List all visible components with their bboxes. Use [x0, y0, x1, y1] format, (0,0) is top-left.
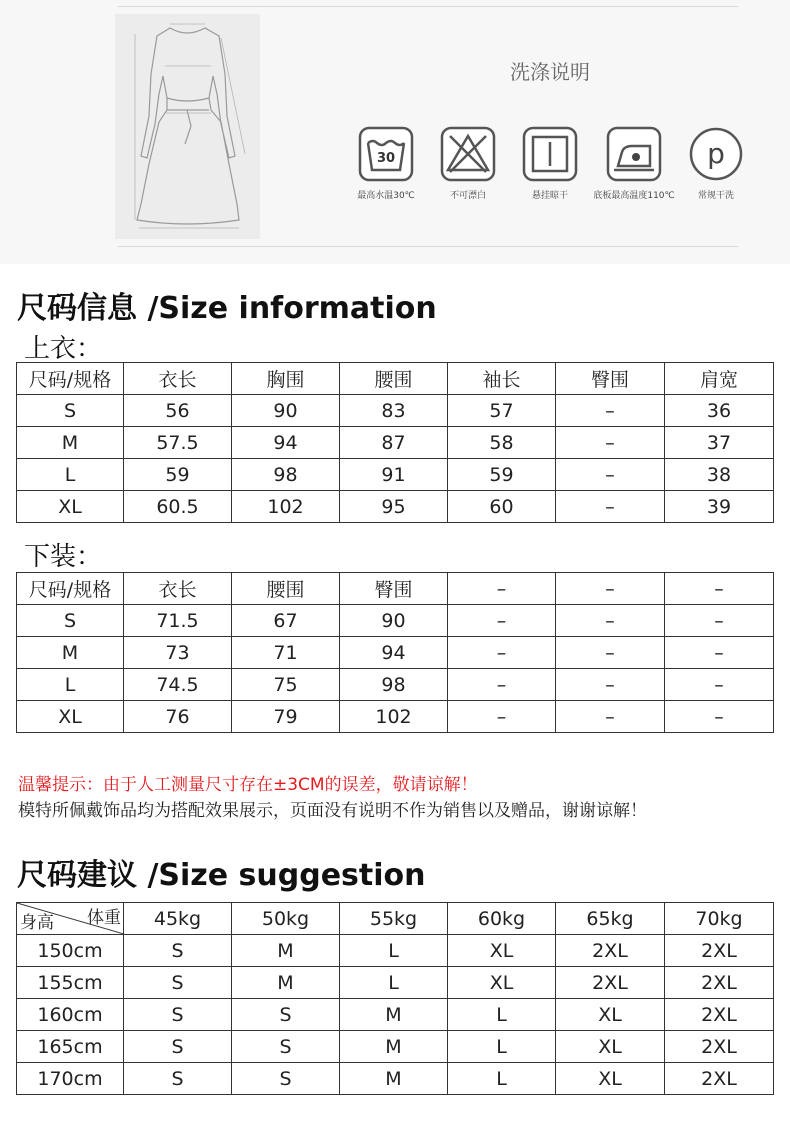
- divider: [118, 246, 738, 247]
- size-suggestion-title: 尺码建议 /Size suggestion: [17, 858, 426, 893]
- table-cell: 165cm: [17, 1031, 124, 1063]
- table-header-row: [17, 573, 774, 605]
- table-cell: M: [232, 935, 340, 967]
- table-cell: XL: [448, 935, 556, 967]
- care-label-no-bleach: 不可漂白: [449, 191, 486, 201]
- table-cell: S: [124, 1031, 232, 1063]
- weight-header-cell: 50kg: [232, 903, 340, 935]
- weight-header-cell: 55kg: [340, 903, 448, 935]
- table-header-cell: –: [665, 573, 774, 605]
- table-cell: –: [448, 605, 556, 637]
- table-cell: 98: [232, 459, 340, 491]
- table-cell: 2XL: [665, 935, 774, 967]
- table-cell: 37: [665, 427, 774, 459]
- table-cell: 39: [665, 491, 774, 523]
- table-row: [17, 669, 774, 701]
- weight-header-cell: 70kg: [665, 903, 774, 935]
- table-row: [17, 491, 774, 523]
- table-cell: 74.5: [124, 669, 232, 701]
- size-suggestion-table: [16, 902, 774, 1095]
- size-info-title: 尺码信息 /Size information: [17, 291, 437, 326]
- weight-header-cell: 60kg: [448, 903, 556, 935]
- care-label-iron: 底板最高温度110℃: [593, 191, 675, 201]
- table-cell: –: [665, 701, 774, 733]
- table-row: [17, 459, 774, 491]
- table-cell: 2XL: [665, 1063, 774, 1095]
- table-cell: M: [17, 637, 124, 669]
- iron-icon: [606, 126, 662, 182]
- care-label-dry-clean: 常规干洗: [697, 191, 734, 201]
- table-cell: 60: [448, 491, 556, 523]
- table-cell: L: [340, 967, 448, 999]
- height-label: 身高: [20, 913, 54, 933]
- table-header-row: [17, 903, 774, 935]
- table-cell: 60.5: [124, 491, 232, 523]
- table-cell: S: [17, 605, 124, 637]
- accessories-note: 模特所佩戴饰品均为搭配效果展示，页面没有说明不作为销售以及赠品，谢谢谅解！: [18, 801, 647, 821]
- table-cell: S: [232, 999, 340, 1031]
- table-header-cell: 胸围: [232, 363, 340, 395]
- table-cell: 2XL: [665, 999, 774, 1031]
- table-cell: 170cm: [17, 1063, 124, 1095]
- table-cell: 2XL: [665, 967, 774, 999]
- table-cell: –: [448, 701, 556, 733]
- table-header-cell: 肩宽: [665, 363, 774, 395]
- table-cell: 67: [232, 605, 340, 637]
- table-cell: L: [340, 935, 448, 967]
- table-header-cell: 尺码/规格: [17, 363, 124, 395]
- table-row: [17, 1031, 774, 1063]
- table-header-cell: 袖长: [448, 363, 556, 395]
- care-label-hang-dry: 悬挂晾干: [531, 191, 568, 201]
- table-cell: 98: [340, 669, 448, 701]
- table-cell: –: [556, 637, 665, 669]
- table-cell: 58: [448, 427, 556, 459]
- table-cell: 90: [232, 395, 340, 427]
- table-cell: 73: [124, 637, 232, 669]
- care-label-wash: 最高水温30℃: [357, 191, 415, 201]
- table-cell: 155cm: [17, 967, 124, 999]
- bottom-garment-title: 下装：: [24, 542, 103, 572]
- table-cell: –: [448, 637, 556, 669]
- table-cell: 59: [448, 459, 556, 491]
- table-cell: S: [17, 395, 124, 427]
- table-cell: –: [556, 701, 665, 733]
- dry-clean-p-icon: [688, 126, 744, 182]
- table-cell: 71: [232, 637, 340, 669]
- table-cell: 38: [665, 459, 774, 491]
- table-cell: 102: [232, 491, 340, 523]
- table-cell: M: [340, 1063, 448, 1095]
- table-cell: 36: [665, 395, 774, 427]
- dry-clean-letter: p: [707, 137, 725, 170]
- table-cell: XL: [556, 999, 665, 1031]
- table-cell: S: [232, 1031, 340, 1063]
- table-row: [17, 605, 774, 637]
- table-cell: 2XL: [556, 967, 665, 999]
- table-header-cell: 腰围: [232, 573, 340, 605]
- table-cell: –: [665, 669, 774, 701]
- wash-30-icon: [358, 126, 414, 182]
- table-cell: 83: [340, 395, 448, 427]
- height-weight-corner-cell: [17, 903, 124, 935]
- table-cell: –: [556, 427, 665, 459]
- table-cell: S: [232, 1063, 340, 1095]
- table-cell: S: [124, 1063, 232, 1095]
- wash-temp-text: 30: [376, 151, 396, 166]
- table-row: [17, 637, 774, 669]
- table-header-cell: 臀围: [340, 573, 448, 605]
- table-row: [17, 1063, 774, 1095]
- table-cell: 59: [124, 459, 232, 491]
- table-cell: L: [448, 1063, 556, 1095]
- table-cell: 56: [124, 395, 232, 427]
- table-cell: 94: [232, 427, 340, 459]
- table-cell: –: [556, 395, 665, 427]
- dress-measurement-diagram: [115, 14, 260, 239]
- table-header-cell: –: [556, 573, 665, 605]
- care-title: 洗涤说明: [510, 60, 590, 84]
- table-cell: XL: [17, 491, 124, 523]
- table-cell: L: [17, 459, 124, 491]
- table-cell: –: [556, 459, 665, 491]
- table-cell: –: [665, 605, 774, 637]
- divider: [118, 6, 738, 7]
- bottom-size-table: [16, 572, 774, 733]
- table-row: [17, 395, 774, 427]
- table-cell: S: [124, 935, 232, 967]
- measurement-error-note: 温馨提示：由于人工测量尺寸存在±3CM的误差，敬请谅解！: [18, 775, 478, 795]
- table-header-cell: 衣长: [124, 363, 232, 395]
- table-cell: –: [556, 669, 665, 701]
- table-cell: 90: [340, 605, 448, 637]
- table-cell: –: [556, 491, 665, 523]
- table-cell: M: [232, 967, 340, 999]
- table-cell: XL: [448, 967, 556, 999]
- table-header-cell: 衣长: [124, 573, 232, 605]
- weight-label: 体重: [87, 908, 121, 928]
- table-cell: 57.5: [124, 427, 232, 459]
- table-row: [17, 935, 774, 967]
- table-cell: M: [17, 427, 124, 459]
- weight-header-cell: 45kg: [124, 903, 232, 935]
- table-cell: 57: [448, 395, 556, 427]
- table-cell: 2XL: [556, 935, 665, 967]
- table-row: [17, 427, 774, 459]
- table-cell: 94: [340, 637, 448, 669]
- table-header-cell: –: [448, 573, 556, 605]
- table-header-cell: 尺码/规格: [17, 573, 124, 605]
- table-cell: 71.5: [124, 605, 232, 637]
- table-header-row: [17, 363, 774, 395]
- table-cell: L: [448, 1031, 556, 1063]
- table-cell: 160cm: [17, 999, 124, 1031]
- table-cell: 79: [232, 701, 340, 733]
- table-cell: L: [17, 669, 124, 701]
- table-cell: XL: [556, 1031, 665, 1063]
- table-row: [17, 999, 774, 1031]
- table-cell: L: [448, 999, 556, 1031]
- table-row: [17, 701, 774, 733]
- table-row: [17, 967, 774, 999]
- no-bleach-icon: [440, 126, 496, 182]
- top-garment-title: 上衣：: [24, 334, 103, 364]
- table-cell: 102: [340, 701, 448, 733]
- table-cell: S: [124, 967, 232, 999]
- table-cell: 75: [232, 669, 340, 701]
- table-cell: XL: [17, 701, 124, 733]
- table-cell: 2XL: [665, 1031, 774, 1063]
- table-cell: 91: [340, 459, 448, 491]
- table-cell: –: [556, 605, 665, 637]
- table-cell: S: [124, 999, 232, 1031]
- table-cell: 95: [340, 491, 448, 523]
- table-header-cell: 臀围: [556, 363, 665, 395]
- table-cell: 87: [340, 427, 448, 459]
- hang-dry-icon: [522, 126, 578, 182]
- table-cell: –: [448, 669, 556, 701]
- table-header-cell: 腰围: [340, 363, 448, 395]
- top-size-table: [16, 362, 774, 523]
- table-cell: XL: [556, 1063, 665, 1095]
- weight-header-cell: 65kg: [556, 903, 665, 935]
- table-cell: M: [340, 1031, 448, 1063]
- table-cell: –: [665, 637, 774, 669]
- table-cell: 76: [124, 701, 232, 733]
- table-cell: 150cm: [17, 935, 124, 967]
- table-cell: M: [340, 999, 448, 1031]
